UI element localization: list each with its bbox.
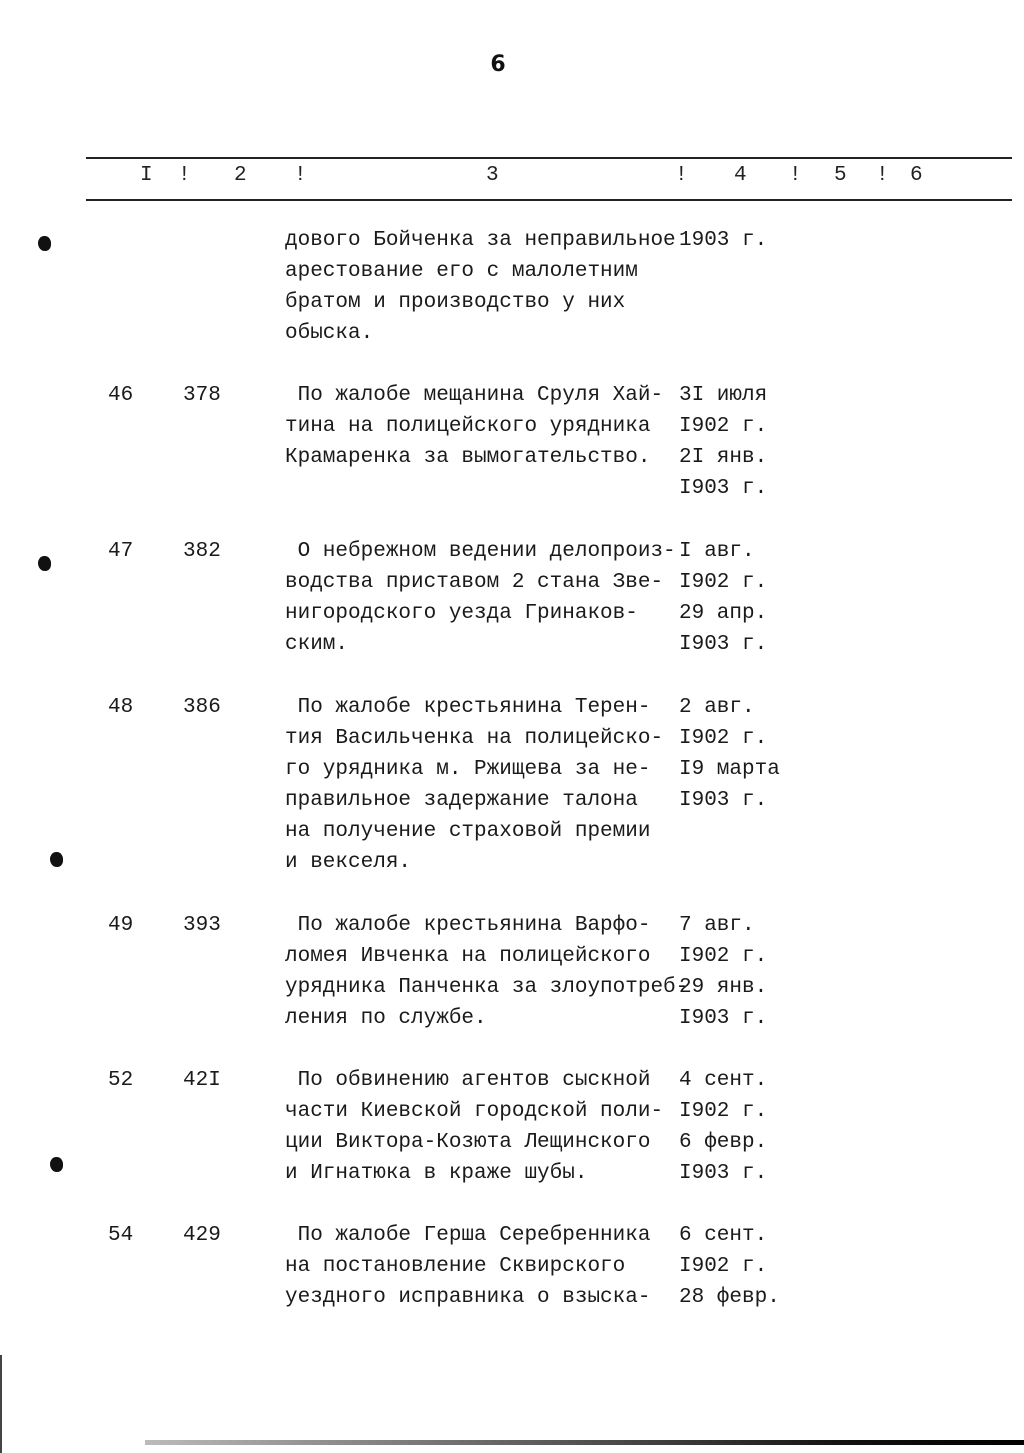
date-line: I902 г. [679,415,768,438]
date-line: I903 г. [679,789,768,812]
row-dates [679,910,799,1034]
date-line: 4 сент. [679,1069,768,1092]
description-line: на получение страховой премии [285,820,651,843]
date-line: I9 марта [679,758,780,781]
row-description [285,380,685,473]
page-number: 6 [490,52,506,77]
punch-hole-mark [38,236,51,251]
header-top-rule [86,157,1012,159]
row-dates [679,1220,799,1313]
description-line: водства приставом 2 стана Зве- [285,571,664,594]
row-number: 49 [108,914,134,937]
date-line: 3I июля [679,384,768,407]
description-line: тия Васильченка на полицейско- [285,727,664,750]
header-sep-5: ! [876,164,889,187]
header-col-3: 3 [486,164,499,187]
date-line: I903 г. [679,1162,768,1185]
description-line: уездного исправника о взыска- [285,1286,651,1309]
row-dates [679,380,799,504]
case-number: 429 [183,1224,221,1247]
description-line: ции Виктора-Козюта Лещинского [285,1131,651,1154]
description-line: на постановление Сквирского [285,1255,626,1278]
row-dates [679,1065,799,1189]
description-line: ломея Ивченка на полицейского [285,945,651,968]
punch-hole-mark [50,1157,63,1172]
row-dates [679,536,799,660]
date-line: I903 г. [679,1007,768,1030]
header-bottom-rule [86,199,1012,201]
date-line: 6 сент. [679,1224,768,1247]
case-number: 386 [183,696,221,719]
header-sep-3: ! [675,164,688,187]
date-line: I903 г. [679,477,768,500]
header-sep-1: ! [178,164,191,187]
header-col-2: 2 [234,164,247,187]
date-line: 29 янв. [679,976,768,999]
description-line: части Киевской городской поли- [285,1100,664,1123]
date-line: 2I янв. [679,446,768,469]
date-line: I902 г. [679,1255,768,1278]
punch-hole-mark [38,556,51,571]
row-description [285,692,685,878]
header-col-6: 6 [910,164,923,187]
description-line: тина на полицейского урядника [285,415,651,438]
description-line: братом и производство у них [285,291,626,314]
date-line: I902 г. [679,571,768,594]
description-line: По жалобе мещанина Сруля Хай- [285,384,664,407]
row-dates [679,225,799,256]
row-description [285,536,685,660]
row-description [285,225,685,349]
row-number: 46 [108,384,134,407]
case-number: 42I [183,1069,221,1092]
date-line: 6 февр. [679,1131,768,1154]
description-line: По жалобе Герша Серебренника [285,1224,651,1247]
case-number: 382 [183,540,221,563]
date-line: 28 февр. [679,1286,780,1309]
header-sep-2: ! [294,164,307,187]
description-line: нигородского уезда Гринаков- [285,602,638,625]
row-description [285,1220,685,1313]
date-line: 2 авг. [679,696,755,719]
description-line: и Игнатюка в краже шубы. [285,1162,588,1185]
scan-left-edge [0,1355,2,1453]
description-line: ским. [285,633,349,656]
header-col-4: 4 [734,164,747,187]
header-col-1: I [140,164,153,187]
date-line: I902 г. [679,727,768,750]
date-line: I авг. [679,540,755,563]
date-line: I903 г. [679,633,768,656]
row-description [285,1065,685,1189]
date-line: 1903 г. [679,229,768,252]
description-line: и векселя. [285,851,412,874]
header-sep-4: ! [789,164,802,187]
description-line: Крамаренка за вымогательство. [285,446,651,469]
description-line: По жалобе крестьянина Терен- [285,696,651,719]
scan-bottom-edge [145,1440,1024,1445]
date-line: 7 авг. [679,914,755,937]
row-description [285,910,689,1034]
description-line: дового Бойченка за неправильное [285,229,676,252]
description-line: го урядника м. Ржищева за не- [285,758,651,781]
row-number: 47 [108,540,134,563]
row-number: 54 [108,1224,134,1247]
case-number: 378 [183,384,221,407]
description-line: По жалобе крестьянина Варфо- [285,914,651,937]
description-line: обыска. [285,322,374,345]
row-number: 48 [108,696,134,719]
date-line: I902 г. [679,1100,768,1123]
description-line: По обвинению агентов сыскной [285,1069,651,1092]
description-line: правильное задержание талона [285,789,638,812]
row-dates [679,692,799,816]
header-col-5: 5 [834,164,847,187]
description-line: арестование его с малолетним [285,260,638,283]
date-line: I902 г. [679,945,768,968]
description-line: О небрежном ведении делопроиз- [285,540,676,563]
table-header-row [0,164,1024,192]
row-number: 52 [108,1069,134,1092]
punch-hole-mark [50,852,63,867]
date-line: 29 апр. [679,602,768,625]
description-line: урядника Панченка за злоупотреб- [285,976,689,999]
case-number: 393 [183,914,221,937]
description-line: ления по службе. [285,1007,487,1030]
